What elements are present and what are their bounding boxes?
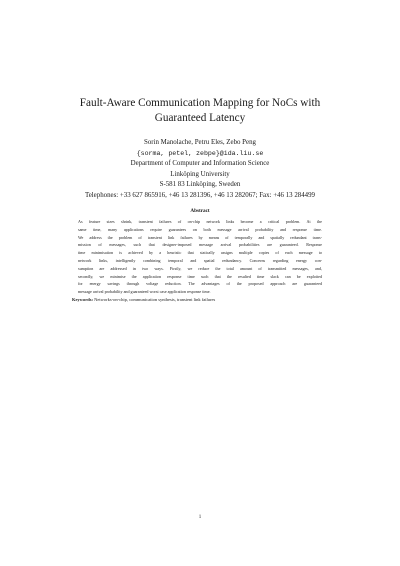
author-block xyxy=(20,138,380,201)
keywords-label: Keywords: xyxy=(72,297,93,302)
page-number: 1 xyxy=(198,515,202,520)
university: Linköping University xyxy=(170,170,230,178)
title-line-1: Fault-Aware Communication Mapping for NoCs with xyxy=(79,97,321,109)
keywords xyxy=(72,296,352,303)
title-line-2: Guaranteed Latency xyxy=(154,112,246,124)
abstract-line: network links, intelligently combining temporal and spatial redundancy. Concerns regarding energy con- xyxy=(78,257,322,263)
abstract-heading: Abstract xyxy=(190,208,210,214)
postal-address: S-581 83 Linköping, Sweden xyxy=(159,181,241,188)
abstract-line: message arrival probability and guaranteed worst case application response time. xyxy=(78,289,211,295)
contact-numbers: Telephones: +33 627 865916, +46 13 281396, +46 13 282067; Fax: +46 13 284499 xyxy=(84,191,315,199)
abstract-line: sumption are addressed in two ways. Firstly, we reduce the total amount of transmitted messages, and, xyxy=(78,265,322,271)
abstract-line: We address the problem of transient link failures by means of temporally and spatially redundant trans- xyxy=(78,234,322,240)
abstract-body xyxy=(78,218,322,296)
abstract-line: for energy savings through voltage reduction. The advantages of the proposed approach are guaranteed xyxy=(78,281,322,287)
abstract-line: As feature sizes shrink, transient failures of on-chip network links become a critical problem. At the xyxy=(78,219,322,224)
abstract-line: same time, many applications require guarantees on both message arrival probability and response time. xyxy=(78,226,322,232)
author-emails: {sorma, petel, zebpe}@ida.liu.se xyxy=(136,149,264,157)
abstract-line: secondly, we minimise the application response time such that the resulted time slack can be exploited xyxy=(78,273,322,279)
abstract-line: mission of messages, such that designer-imposed message arrival probabilities are guaranteed. Response xyxy=(78,242,322,248)
department: Department of Computer and Information Science xyxy=(130,160,270,167)
author-names: Sorin Manolache, Petru Eles, Zebo Peng xyxy=(144,139,256,146)
abstract-line: time minimisation is achieved by a heuristic that statically assigns multiple copies of each message to xyxy=(78,250,322,256)
paper-title xyxy=(40,96,360,126)
keywords-text: Networks-on-chip, communication synthesis, transient link failures xyxy=(93,297,216,302)
